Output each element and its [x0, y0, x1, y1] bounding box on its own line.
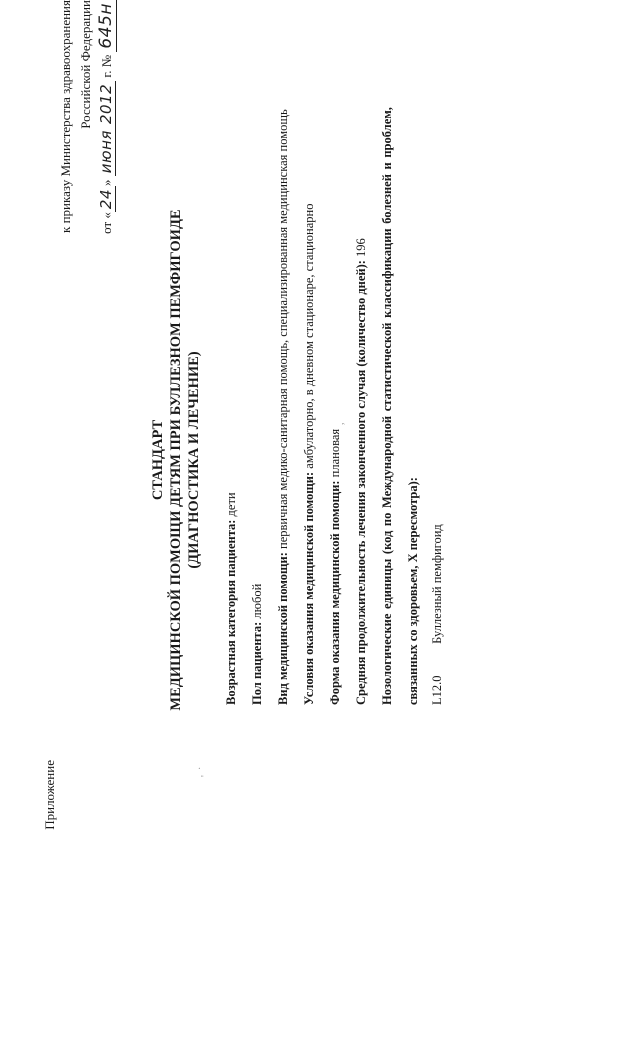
field-value: 196 [354, 238, 368, 257]
nosology-word: Нозологические [380, 613, 394, 705]
field-value: первичная медико-санитарная помощь, специализированная медицинская помощь [276, 109, 290, 549]
date-month-handwritten: июня [97, 127, 116, 176]
order-number-handwritten: 645н [96, 0, 117, 52]
nosology-word: проблем, [380, 107, 394, 158]
field-patient-sex [250, 584, 265, 705]
nosology-word: классификации [380, 228, 394, 318]
field-value: амбулаторно, в дневном стационаре, стационарно [302, 203, 316, 469]
appendix-line1-text: к приказу Министерства здравоохранения [58, 0, 73, 233]
nosology-word: единицы [380, 558, 394, 609]
appendix-title [42, 760, 58, 1060]
field-label: Возрастная категория пациента: [224, 519, 238, 705]
nosology-word: Международной [380, 415, 394, 508]
nosology-word: и [380, 162, 394, 170]
field-label: Вид медицинской помощи: [276, 552, 290, 705]
field-age-category [224, 492, 239, 705]
field-value: дети [224, 492, 238, 517]
scan-speck: , [335, 422, 346, 425]
field-care-form [328, 429, 343, 705]
nosology-word: болезней [380, 174, 394, 224]
field-label: Средняя продолжительность лечения законченного случая (количество дней): [354, 260, 368, 705]
diagnosis-name: Буллезный пемфигоид [430, 524, 444, 644]
appendix-date-line [96, 0, 117, 320]
field-treatment-duration [354, 238, 369, 705]
standard-subtitle-2-text: (ДИАГНОСТИКА И ЛЕЧЕНИЕ) [186, 351, 202, 569]
field-value: любой [250, 583, 264, 619]
appendix-line1 [58, 0, 74, 320]
nosology-word: по [380, 512, 394, 527]
date-number-prefix: г. № [99, 54, 114, 78]
field-label: Условия оказания медицинской помощи: [302, 471, 316, 705]
date-mid: » [99, 179, 114, 186]
nosology-entry [430, 524, 445, 705]
field-value: плановая [328, 428, 342, 478]
nosology-word: (код [380, 530, 394, 555]
date-year-handwritten: 2012 [97, 81, 116, 127]
standard-title [150, 165, 167, 755]
appendix-title-text: Приложение [42, 760, 57, 830]
scan-speck: ' [200, 775, 211, 777]
field-care-conditions [302, 204, 317, 705]
standard-title-text: СТАНДАРТ [150, 419, 166, 501]
field-label: Пол пациента: [250, 621, 264, 705]
date-day-handwritten: 24 [97, 186, 116, 212]
nosology-header-line2 [406, 477, 421, 705]
scan-speck: · [195, 766, 206, 770]
icd-code: L12.0 [430, 675, 444, 705]
standard-subtitle-text: МЕДИЦИНСКОЙ ПОМОЩИ ДЕТЯМ ПРИ БУЛЛЕЗНОМ ПЕМФИГОИДЕ [168, 209, 184, 711]
standard-subtitle [168, 165, 185, 755]
nosology-word: статистической [380, 322, 394, 412]
field-care-type [276, 109, 291, 705]
appendix-line2 [78, 0, 94, 320]
appendix-line2-text: Российской Федерации [78, 0, 93, 129]
field-label: Форма оказания медицинской помощи: [328, 480, 342, 705]
nosology-header-line2-text: связанных со здоровьем, X пересмотра): [406, 477, 420, 705]
nosology-header-line1 [380, 107, 395, 705]
standard-subtitle-2 [186, 165, 203, 755]
date-prefix: от « [99, 212, 114, 234]
